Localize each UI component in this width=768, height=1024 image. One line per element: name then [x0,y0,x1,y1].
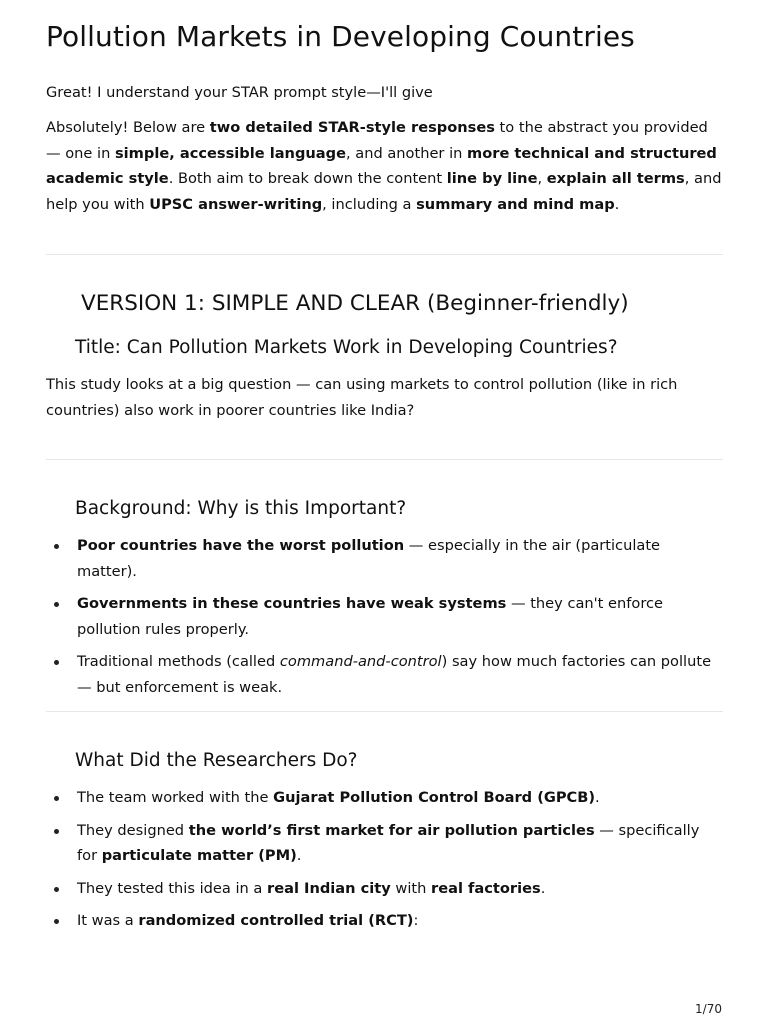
text-run: . Both aim to break down the content [168,170,447,188]
background-heading: Background: Why is this Important? [75,498,407,519]
text-run: . [296,847,302,865]
intro-line: Great! I understand your STAR prompt style—I'll give [46,84,433,101]
text-run: Poor countries have the worst pollution [77,537,405,554]
text-run: They designed [77,821,189,839]
text-run: command-and-control [279,653,442,671]
list-item [46,908,723,934]
text-run: UPSC answer-writing [149,195,323,213]
section-divider [46,254,723,255]
bullet-icon [54,544,59,549]
document-title: Pollution Markets in Developing Countries [46,20,635,53]
bullet-icon [54,660,59,665]
text-run: two detailed STAR-style responses [209,119,495,136]
text-run: Gujarat Pollution Control Board (GPCB) [273,789,596,806]
section-divider [46,459,723,460]
page-number: 1/70 [695,1002,722,1016]
intro-paragraph [46,115,723,217]
bullet-icon [54,602,59,607]
text-run: — specifically for [77,821,700,865]
text-run: real Indian city [267,879,391,897]
text-run: — especially in the air (particulate matter). [77,537,661,580]
text-run: randomized controlled trial (RCT) [138,912,414,930]
list-item [46,591,723,642]
text-run: Traditional methods (called [77,653,280,671]
text-run: : [413,912,419,930]
section-divider [46,711,723,712]
background-list [46,533,723,708]
text-run: It was a [77,912,139,930]
text-run: , [537,170,547,188]
text-run: , including a [322,195,417,213]
text-run: , and help you with [46,170,722,213]
document-page [46,0,723,1024]
text-run: They tested this idea in a [77,879,267,897]
bullet-icon [54,887,59,892]
bullet-icon [54,796,59,801]
text-run: simple, accessible language [114,144,346,162]
list-item [46,533,723,584]
researchers-list [46,785,723,941]
text-run: ) say how much factories can pollute — but enforcement is weak. [77,653,712,696]
title-paragraph: This study looks at a big question — can using markets to control pollution (like in rich countries) also work in poorer countries like India? [46,376,678,419]
text-run: summary and mind map [416,195,615,213]
researchers-heading: What Did the Researchers Do? [75,750,358,771]
text-run: . [595,789,600,806]
text-run: more technical and structured academic style [46,144,717,188]
list-item [46,818,723,869]
bullet-icon [54,829,59,834]
text-run: to the abstract you provided — one in [46,119,708,162]
text-run: . [540,879,546,897]
text-run: — they can't enforce pollution rules properly. [77,595,664,638]
title-heading: Title: Can Pollution Markets Work in Developing Countries? [75,337,618,358]
text-run: the world’s first market for air pollution particles [188,821,595,839]
text-run: explain all terms [546,170,685,188]
list-item [46,785,723,811]
text-run: with [390,879,432,897]
list-item [46,876,723,902]
text-run: Governments in these countries have weak systems [77,595,507,613]
text-run: particulate matter (PM) [101,847,297,865]
text-run: , and another in [345,144,468,162]
text-run: real factories [431,879,541,897]
text-run: Absolutely! Below are [46,119,210,136]
text-run: line by line [446,170,538,188]
list-item [46,649,723,700]
version-1-heading: VERSION 1: SIMPLE AND CLEAR (Beginner-friendly) [81,291,629,316]
text-run: The team worked with the [77,789,274,806]
text-run: . [614,195,620,213]
bullet-icon [54,919,59,924]
